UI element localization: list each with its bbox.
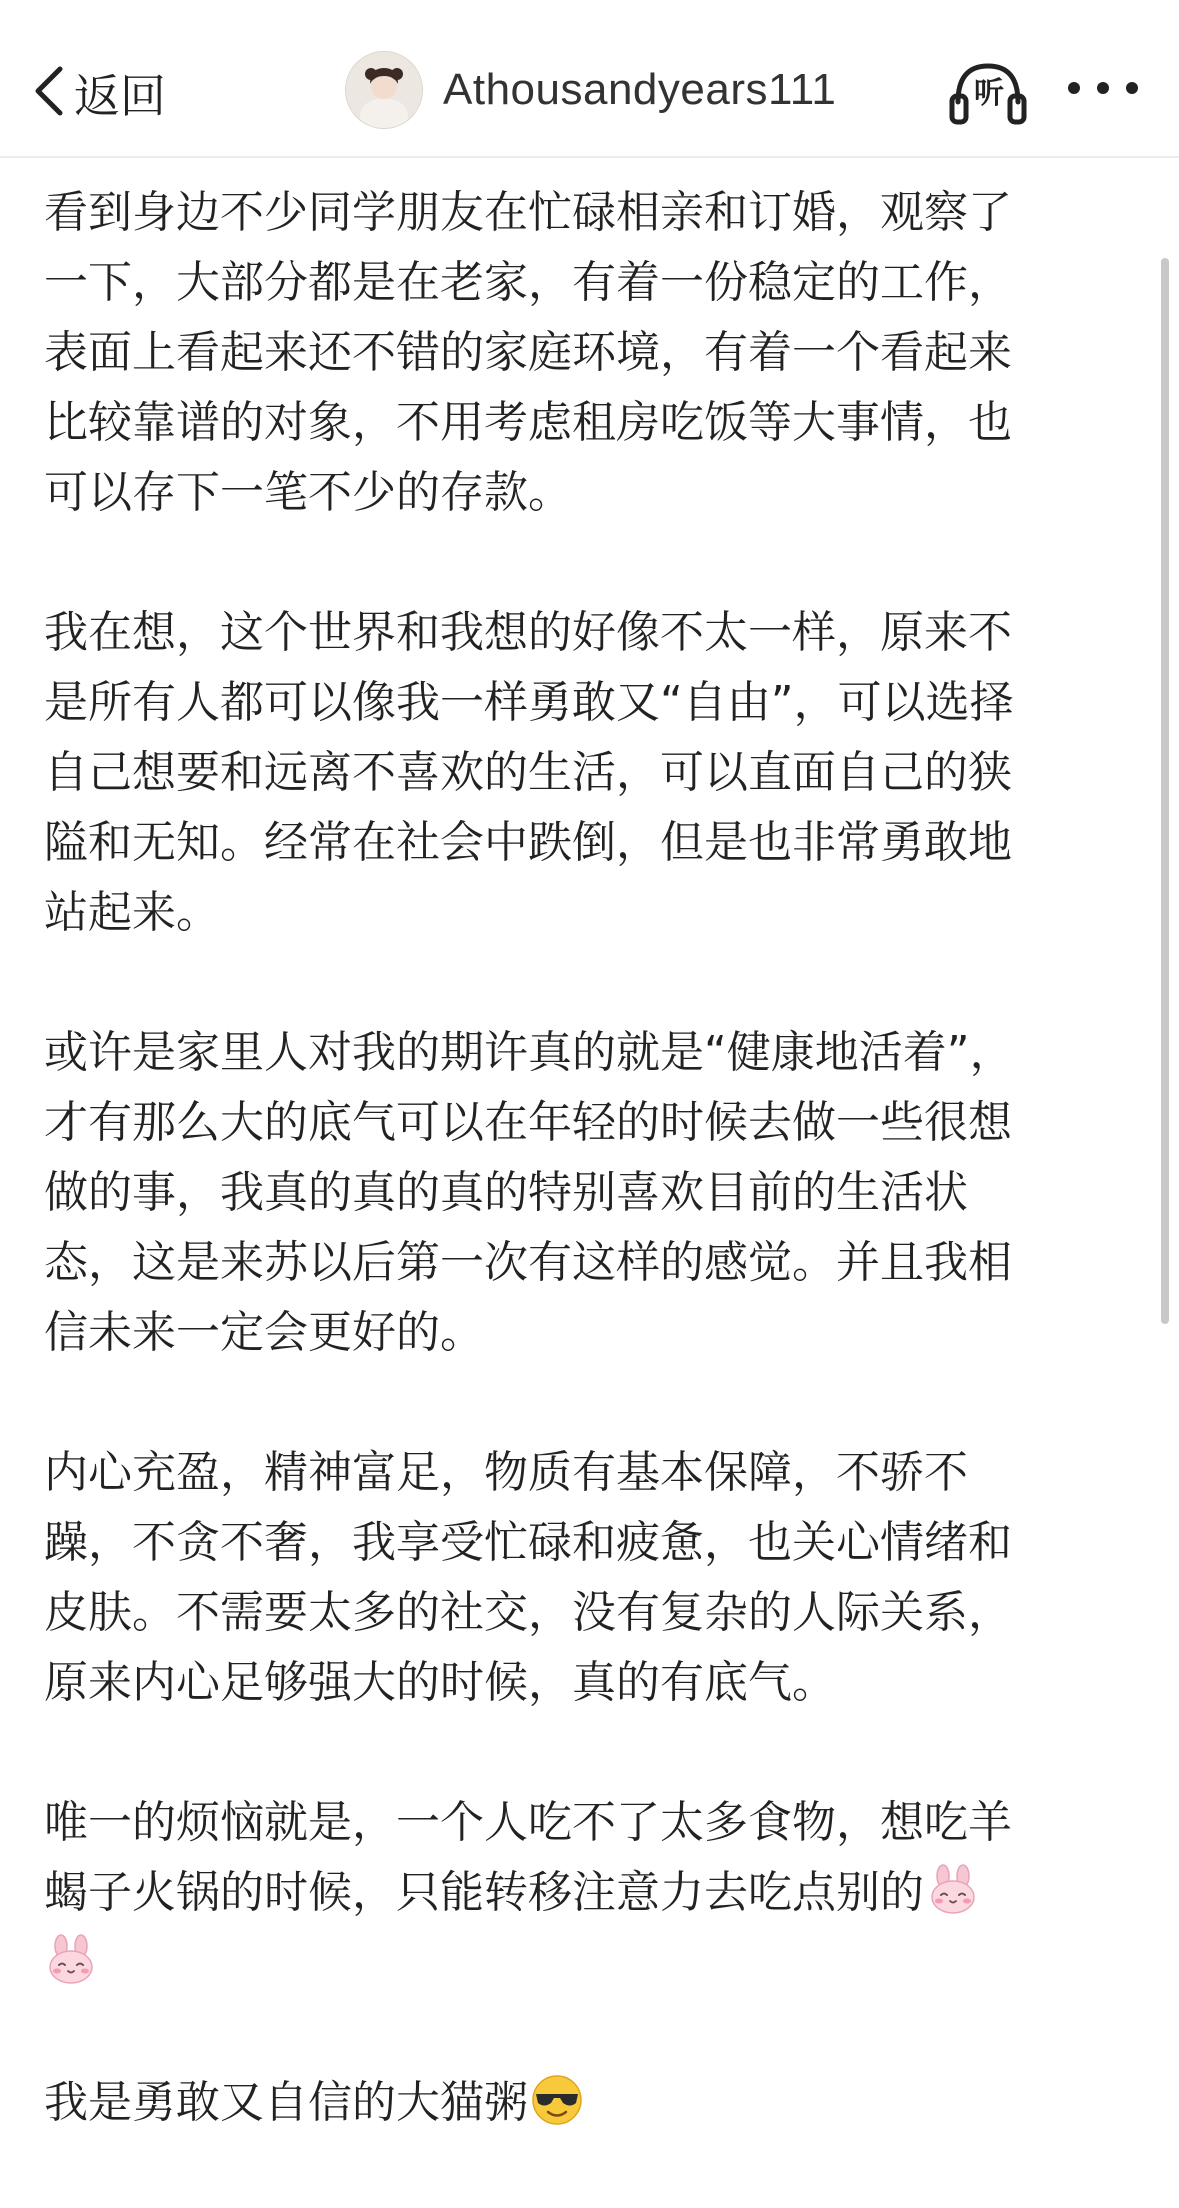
author-info[interactable] [345, 52, 836, 128]
text-line: 一下，大部分都是在老家，有着一份稳定的工作， [44, 257, 1012, 308]
text-line: 可以存下一笔不少的存款。 [44, 467, 572, 518]
text-line: 原来内心足够强大的时候，真的有底气。 [44, 1657, 836, 1708]
bunny-emoji [926, 1863, 980, 1917]
text-line: 皮肤。不需要太多的社交，没有复杂的人际关系， [44, 1587, 1012, 1638]
more-dots-icon [1126, 82, 1138, 94]
post-paragraph [44, 1788, 1144, 1998]
text-line: 我在想，这个世界和我想的好像不太一样，原来不 [44, 607, 1012, 658]
text-line: 自己想要和远离不喜欢的生活，可以直面自己的狭 [44, 747, 1012, 798]
text-line [44, 2068, 1144, 2138]
post-paragraph [44, 1438, 1144, 1718]
text-segment: 我是勇敢又自信的大猫粥 [44, 2077, 528, 2128]
sunglasses-emoji [530, 2073, 584, 2127]
post-paragraph [44, 2068, 1144, 2138]
chevron-left-icon [30, 63, 70, 123]
text-line: 隘和无知。经常在社会中跌倒，但是也非常勇敢地 [44, 817, 1012, 868]
more-options-button[interactable] [1068, 68, 1138, 108]
text-line [44, 1928, 1144, 1998]
text-segment: 蝎子火锅的时候，只能转移注意力去吃点别的 [44, 1867, 924, 1918]
text-line: 才有那么大的底气可以在年轻的时候去做一些很想 [44, 1097, 1012, 1148]
more-dots-icon [1097, 82, 1109, 94]
text-line [44, 1858, 1144, 1928]
author-name[interactable]: Athousandyears111 [443, 65, 837, 114]
text-line: 做的事，我真的真的真的特别喜欢目前的生活状 [44, 1167, 968, 1218]
text-line: 躁，不贪不奢，我享受忙碌和疲惫，也关心情绪和 [44, 1517, 1012, 1568]
text-line: 或许是家里人对我的期许真的就是“健康地活着”， [44, 1027, 1014, 1078]
back-label: 返回 [74, 69, 166, 123]
text-line: 看到身边不少同学朋友在忙碌相亲和订婚，观察了 [44, 187, 1012, 238]
more-dots-icon [1068, 82, 1080, 94]
top-navigation-bar [0, 0, 1179, 158]
avatar[interactable] [345, 51, 423, 129]
text-line: 比较靠谱的对象，不用考虑租房吃饭等大事情，也 [44, 397, 1012, 448]
bunny-emoji [44, 1933, 98, 1987]
listen-button[interactable] [948, 56, 1028, 130]
listen-label: 听 [974, 76, 1004, 111]
post-paragraph [44, 178, 1144, 528]
text-line: 是所有人都可以像我一样勇敢又“自由”，可以选择 [44, 677, 1014, 728]
text-line: 站起来。 [44, 887, 220, 938]
text-line: 内心充盈，精神富足，物质有基本保障，不骄不 [44, 1447, 968, 1498]
post-content [44, 178, 1144, 2208]
text-line: 态，这是来苏以后第一次有这样的感觉。并且我相 [44, 1237, 1012, 1288]
text-line: 表面上看起来还不错的家庭环境，有着一个看起来 [44, 327, 1012, 378]
text-line: 信未来一定会更好的。 [44, 1307, 484, 1358]
back-button[interactable] [30, 58, 166, 128]
post-paragraph [44, 1018, 1144, 1368]
post-paragraph [44, 598, 1144, 948]
text-line: 唯一的烦恼就是，一个人吃不了太多食物，想吃羊 [44, 1797, 1012, 1848]
scrollbar[interactable] [1161, 258, 1169, 1324]
